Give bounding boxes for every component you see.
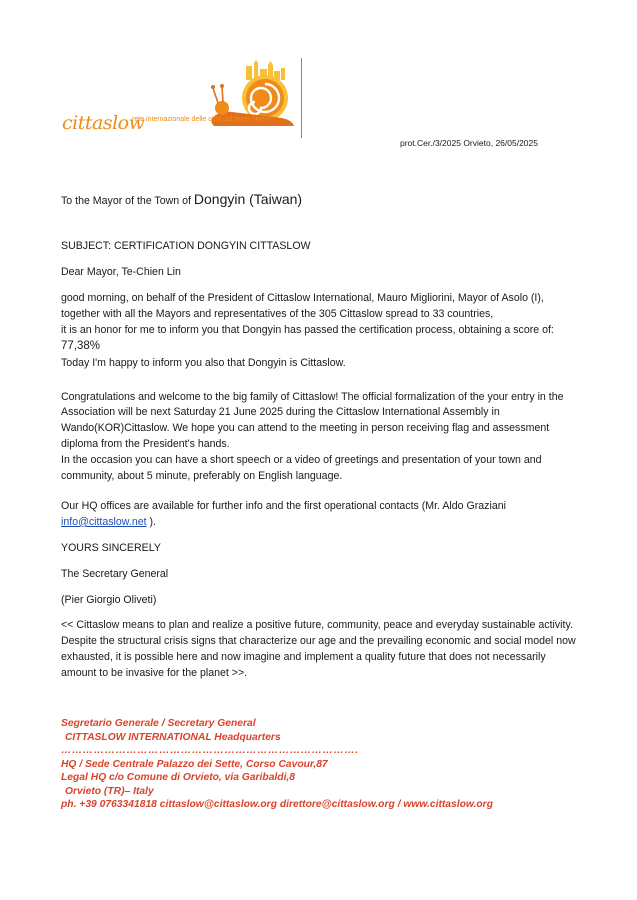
- footer-phone-emails: ph. +39 0763341818 cittaslow@cittaslow.org direttore@cittaslow.org / www.cittaslow.org: [61, 799, 493, 811]
- addressee-town: Dongyin (Taiwan): [193, 191, 303, 207]
- paragraph-congratulations: [61, 390, 577, 485]
- salutation: Dear Mayor, Te-Chien Lin: [61, 265, 181, 278]
- addressee-prefix: To the Mayor of the Town of: [61, 195, 194, 207]
- intro-text: good morning, on behalf of the President of Cittaslow International, Mauro Migliorini, Mayor of Asolo (I), together with all the Mayors and representatives of the 305 Cittaslow spread to 33 countries,: [61, 291, 544, 320]
- footer-divider: ……………………………………………………………………….: [61, 745, 359, 757]
- footer-city: Orvieto (TR)– Italy: [65, 785, 154, 797]
- contacts-suffix: ).: [146, 515, 156, 528]
- closing: YOURS SINCERELY: [61, 541, 161, 554]
- congratulations-text: Congratulations and welcome to the big family of Cittaslow! The official formalization of the your entry in the Association will be next Saturday 21 June 2025 during the Cittaslow International Assembly in Wando(KOR)Cittaslow. We hope you can attend to the meeting in person receiving flag and assessment diploma from the President's hands.: [61, 390, 564, 451]
- logo-tagline: rete internazionale delle città del buon vivere: [132, 116, 271, 123]
- contacts-text: Our HQ offices are available for further info and the first operational contacts (Mr. Aldo Graziani: [61, 499, 506, 512]
- protocol-date: prot.Cer./3/2025 Orvieto, 26/05/2025: [400, 138, 538, 148]
- subject-line: SUBJECT: CERTIFICATION DONGYIN CITTASLOW: [61, 240, 311, 252]
- email-link[interactable]: info@cittaslow.net: [61, 515, 147, 528]
- score-value: 77,38%: [61, 340, 101, 353]
- footer-headquarters: CITTASLOW INTERNATIONAL Headquarters: [65, 731, 281, 743]
- paragraph-contacts: [61, 499, 577, 531]
- cittaslow-announcement: Today I'm happy to inform you also that Dongyin is Cittaslow.: [61, 356, 346, 369]
- speech-text: In the occasion you can have a short speech or a video of greetings and presentation of your town and community, about 5 minute, preferably on English language.: [61, 454, 542, 483]
- footer-contacts: [61, 717, 581, 812]
- footer-hq-address: HQ / Sede Centrale Palazzo dei Sette, Corso Cavour,87: [61, 758, 328, 770]
- certification-text: it is an honor for me to inform you that Dongyin has passed the certification process, obtaining a score of:: [61, 323, 554, 336]
- paragraph-intro: [61, 291, 577, 372]
- letter-body: [61, 189, 577, 692]
- footer-secretary: Segretario Generale / Secretary General: [61, 718, 256, 729]
- motto-quote: << Cittaslow means to plan and realize a positive future, community, peace and everyday sustainable activity. Despite the structural crisis signs that characterize our age and the prevailing economic and social model now exhausted, it is possible here and now imagine and implement a quality future that does not necessarily amount to be invasive for the planet >>.: [61, 619, 576, 680]
- footer-legal-hq: Legal HQ c/o Comune di Orvieto, via Garibaldi,8: [61, 772, 296, 784]
- letterhead: [0, 0, 637, 140]
- signatory-name: (Pier Giorgio Oliveti): [61, 593, 157, 606]
- logo-wordmark: cittaslow: [62, 112, 145, 134]
- header-divider: [301, 58, 302, 138]
- signatory-title: The Secretary General: [61, 567, 169, 580]
- addressee: [61, 189, 577, 210]
